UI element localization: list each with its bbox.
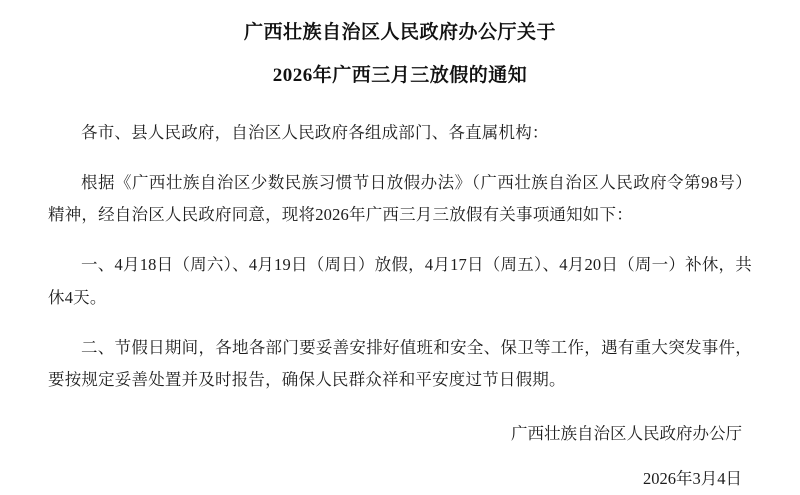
paragraph-basis: 根据《广西壮族自治区少数民族习惯节日放假办法》（广西壮族自治区人民政府令第98号）精神，经自治区人民政府同意，现将2026年广西三月三放假有关事项通知如下： (48, 173, 752, 225)
salutation: 各市、县人民政府，自治区人民政府各组成部门、各直属机构： (81, 122, 549, 142)
page-title (48, 18, 752, 91)
paragraph-item-2: 二、节假日期间，各地各部门要妥善安排好值班和安全、保卫等工作，遇有重大突发事件，要按规定妥善处置并及时报告，确保人民群众祥和平安度过节日假期。 (48, 337, 752, 389)
issue-date: 2026年3月4日 (643, 469, 742, 489)
paragraph-item-1: 一、4月18日（周六）、4月19日（周日）放假，4月17日（周五）、4月20日（周一）补休，共休4天。 (48, 255, 752, 307)
title-line-2: 2026年广西三月三放假的通知 (272, 65, 528, 87)
title-line-1: 广西壮族自治区人民政府办公厅关于 (243, 22, 556, 43)
issuing-authority: 广西壮族自治区人民政府办公厅 (511, 424, 742, 444)
document-body (48, 117, 752, 396)
